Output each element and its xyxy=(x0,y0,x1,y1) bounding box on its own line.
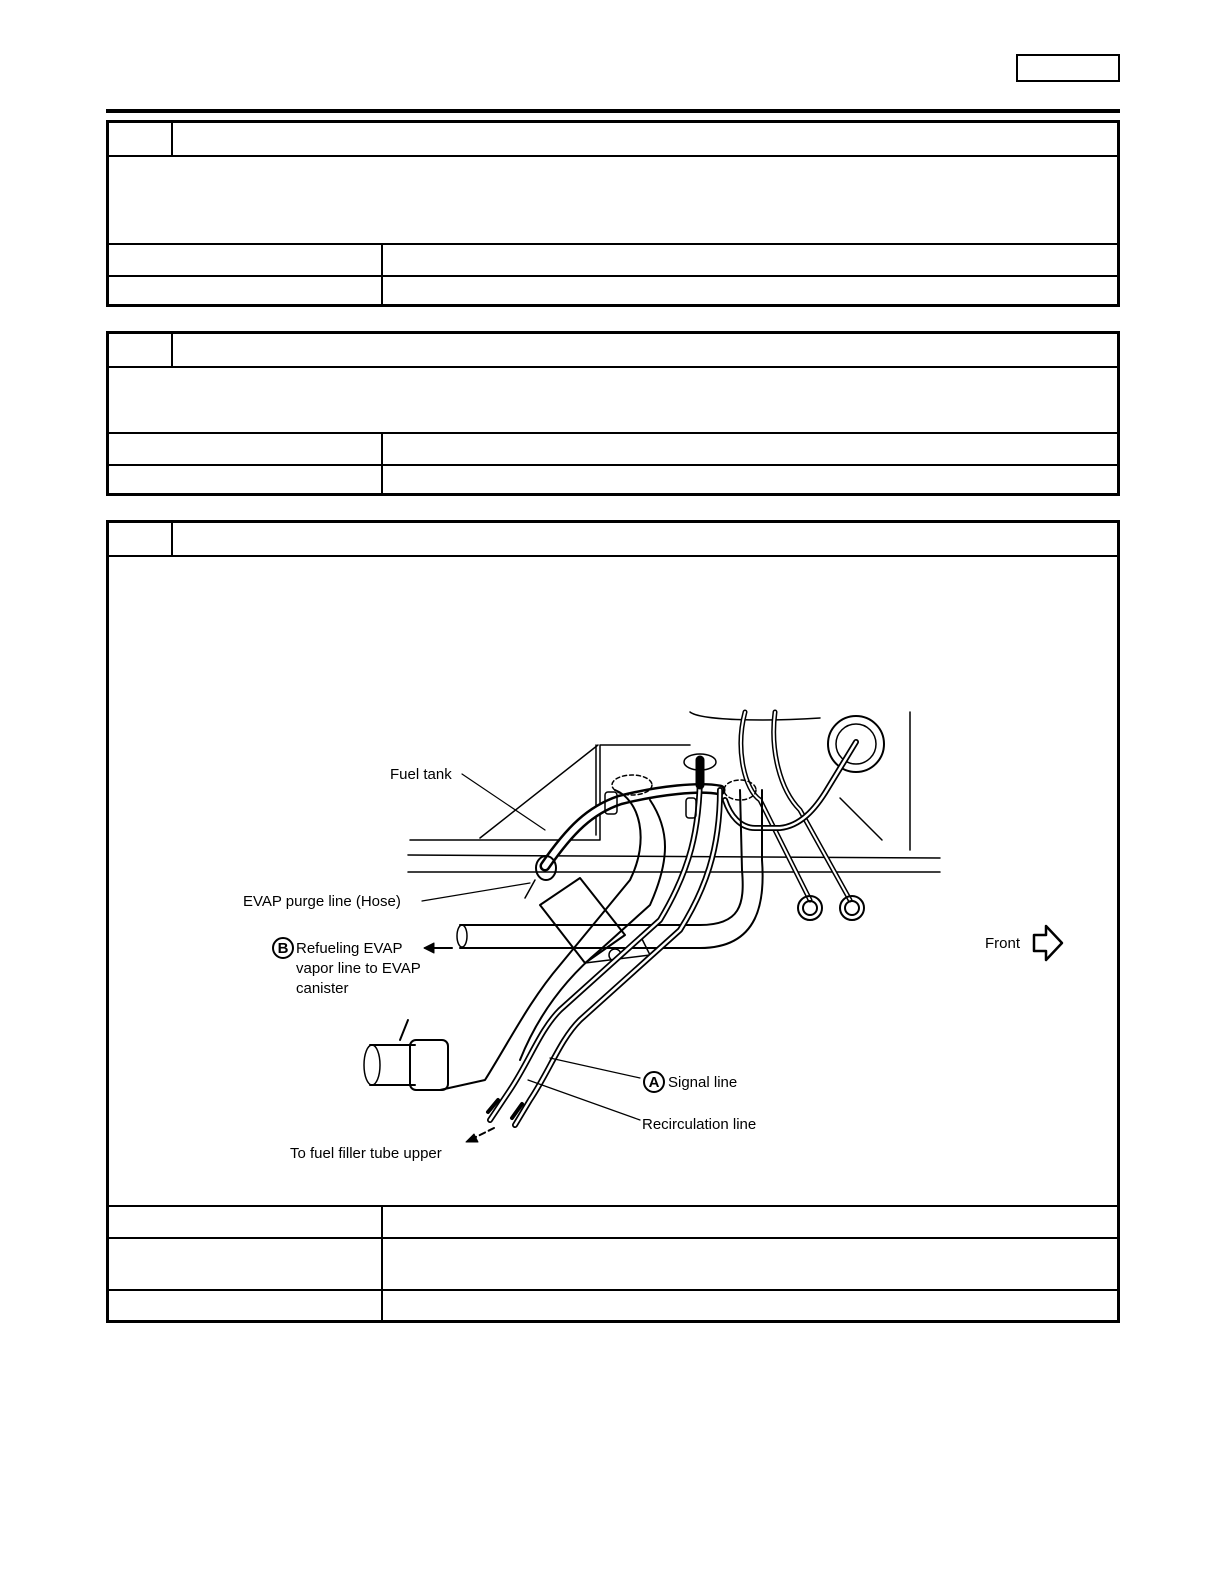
refueling-line-label: vapor line to EVAP xyxy=(296,960,421,977)
fuel-tank-label: Fuel tank xyxy=(390,766,452,783)
refueling-line-label: Refueling EVAP xyxy=(296,940,403,957)
evap-purge-line-label: EVAP purge line (Hose) xyxy=(243,893,401,910)
recirculation-line-label: Recirculation line xyxy=(642,1116,757,1133)
front-arrow-icon xyxy=(1034,926,1062,960)
refueling-line-marker: B xyxy=(277,940,289,957)
filler-tube-label: To fuel filler tube upper xyxy=(290,1145,442,1162)
front-direction-label: Front xyxy=(985,935,1021,952)
refueling-line-label: canister xyxy=(296,980,349,997)
signal-line-marker: A xyxy=(648,1074,660,1091)
signal-line-label: Signal line xyxy=(668,1074,738,1091)
